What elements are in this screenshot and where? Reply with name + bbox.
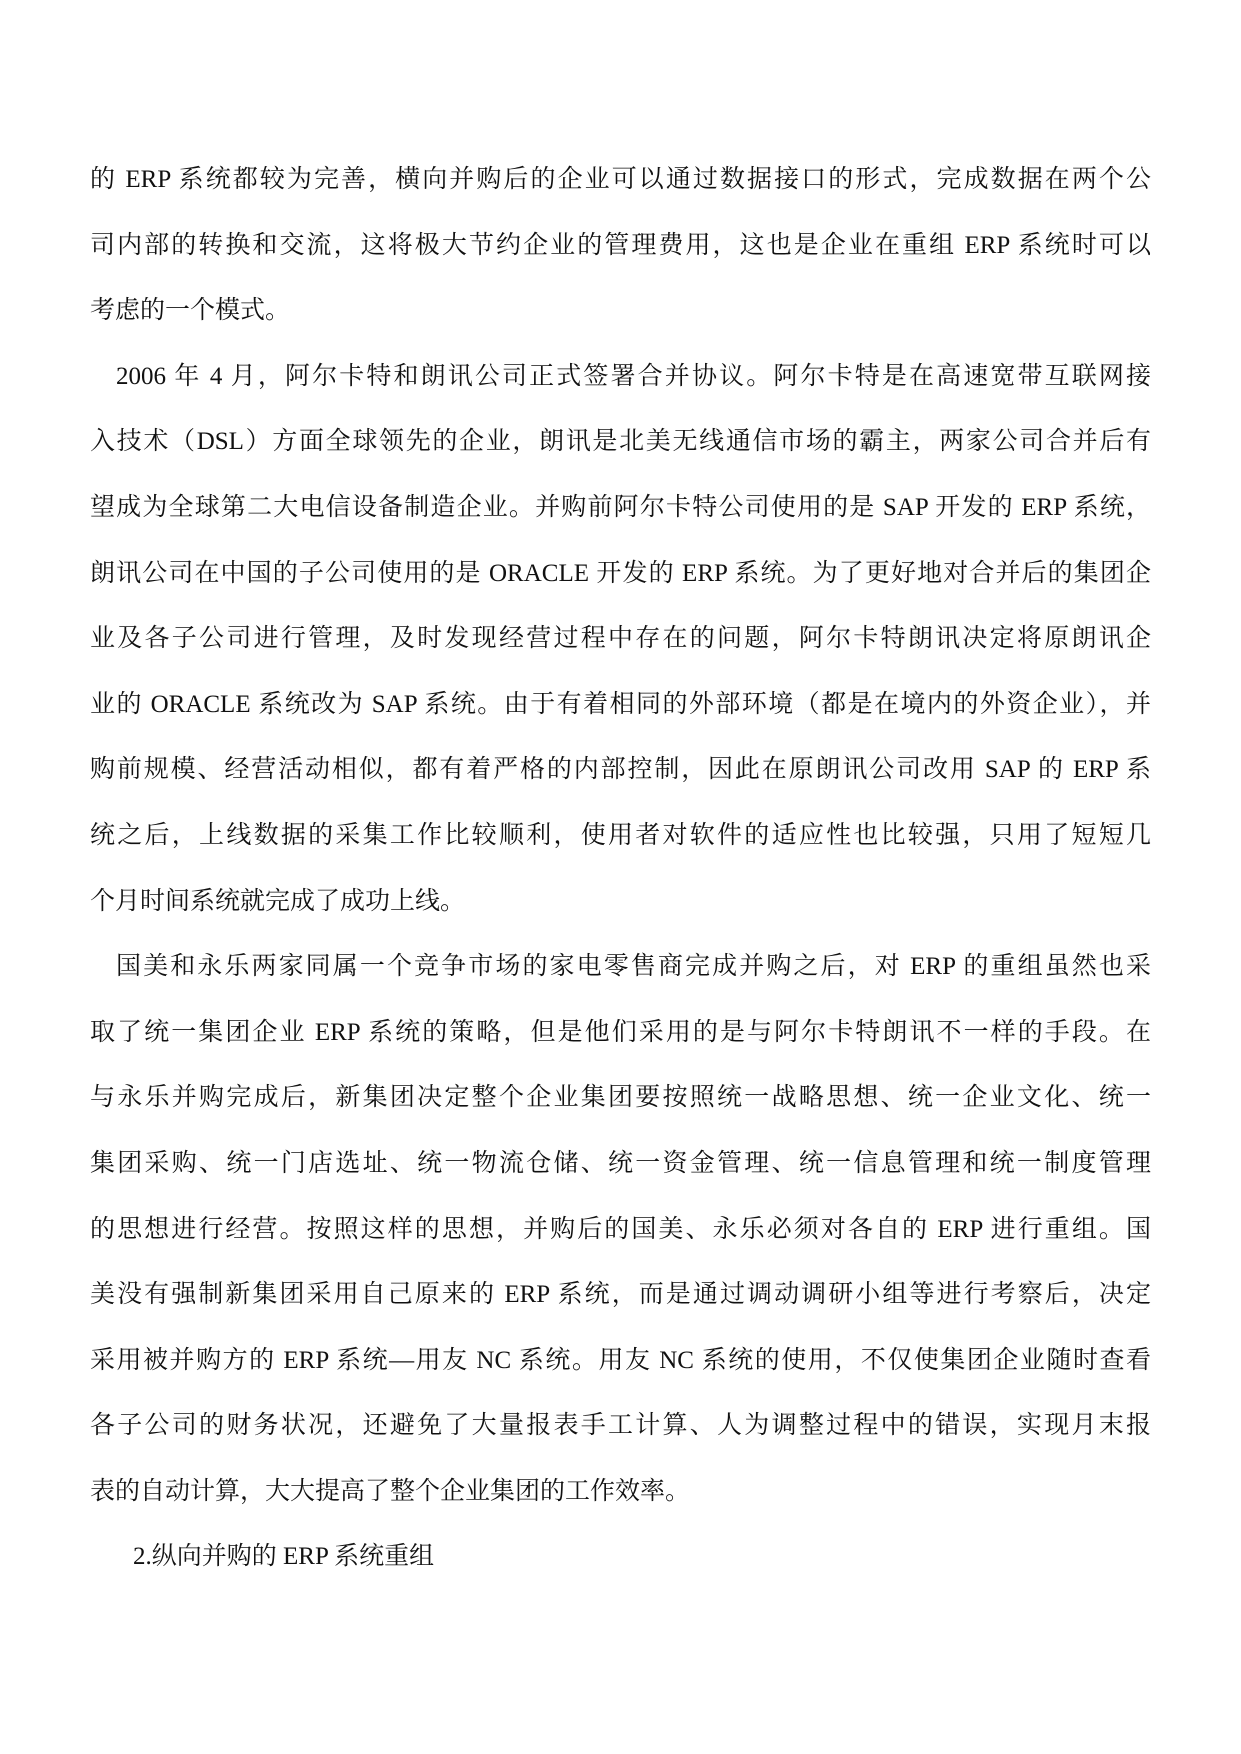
- text-line: 统之后，上线数据的采集工作比较顺利，使用者对软件的适应性也比较强，只用了短短几: [90, 821, 1151, 849]
- text-line: 采用被并购方的 ERP 系统—用友 NC 系统。用友 NC 系统的使用，不仅使集团企业随时查看: [90, 1346, 1151, 1374]
- text-line: 个月时间系统就完成了成功上线。: [90, 887, 466, 915]
- text-line: 的思想进行经营。按照这样的思想，并购后的国美、永乐必须对各自的 ERP 进行重组。国: [90, 1215, 1151, 1243]
- text-line: 取了统一集团企业 ERP 系统的策略，但是他们采用的是与阿尔卡特朗讯不一样的手段。在: [90, 1018, 1151, 1046]
- text-line: 业的 ORACLE 系统改为 SAP 系统。由于有着相同的外部环境（都是在境内的外资企业），并: [90, 690, 1151, 718]
- text-line: 入技术（DSL）方面全球领先的企业，朗讯是北美无线通信市场的霸主，两家公司合并后有: [90, 428, 1151, 456]
- text-line: 考虑的一个模式。: [90, 297, 291, 325]
- text-line: 美没有强制新集团采用自己原来的 ERP 系统，而是通过调动调研小组等进行考察后，决定: [90, 1281, 1151, 1309]
- text-line: 朗讯公司在中国的子公司使用的是 ORACLE 开发的 ERP 系统。为了更好地对合并后的集团企: [90, 559, 1151, 587]
- text-line: 的 ERP 系统都较为完善，横向并购后的企业可以通过数据接口的形式，完成数据在两个公: [90, 166, 1151, 193]
- text-line: 各子公司的财务状况，还避免了大量报表手工计算、人为调整过程中的错误，实现月末报: [90, 1412, 1151, 1440]
- text-line: 购前规模、经营活动相似，都有着严格的内部控制，因此在原朗讯公司改用 SAP 的 ERP 系: [90, 756, 1151, 784]
- text-line: 望成为全球第二大电信设备制造企业。并购前阿尔卡特公司使用的是 SAP 开发的 ERP 系统，: [90, 493, 1151, 521]
- text-line: 2006 年 4 月，阿尔卡特和朗讯公司正式签署合并协议。阿尔卡特是在高速宽带互联网接: [116, 362, 1151, 390]
- text-line: 国美和永乐两家同属一个竞争市场的家电零售商完成并购之后，对 ERP 的重组虽然也采: [116, 953, 1151, 981]
- paragraph: [90, 934, 1151, 1524]
- text-line: 司内部的转换和交流，这将极大节约企业的管理费用，这也是企业在重组 ERP 系统时可以: [90, 231, 1151, 259]
- text-line: 集团采购、统一门店选址、统一物流仓储、统一资金管理、统一信息管理和统一制度管理: [90, 1149, 1151, 1177]
- text-line: 与永乐并购完成后，新集团决定整个企业集团要按照统一战略思想、统一企业文化、统一: [90, 1084, 1151, 1112]
- document-body: [90, 147, 1151, 1590]
- paragraph: [90, 147, 1151, 344]
- paragraph: [90, 344, 1151, 934]
- text-line: 业及各子公司进行管理，及时发现经营过程中存在的问题，阿尔卡特朗讯决定将原朗讯企: [90, 625, 1151, 653]
- section-heading: 2.纵向并购的 ERP 系统重组: [133, 1543, 435, 1571]
- text-line: 表的自动计算，大大提高了整个企业集团的工作效率。: [90, 1477, 691, 1505]
